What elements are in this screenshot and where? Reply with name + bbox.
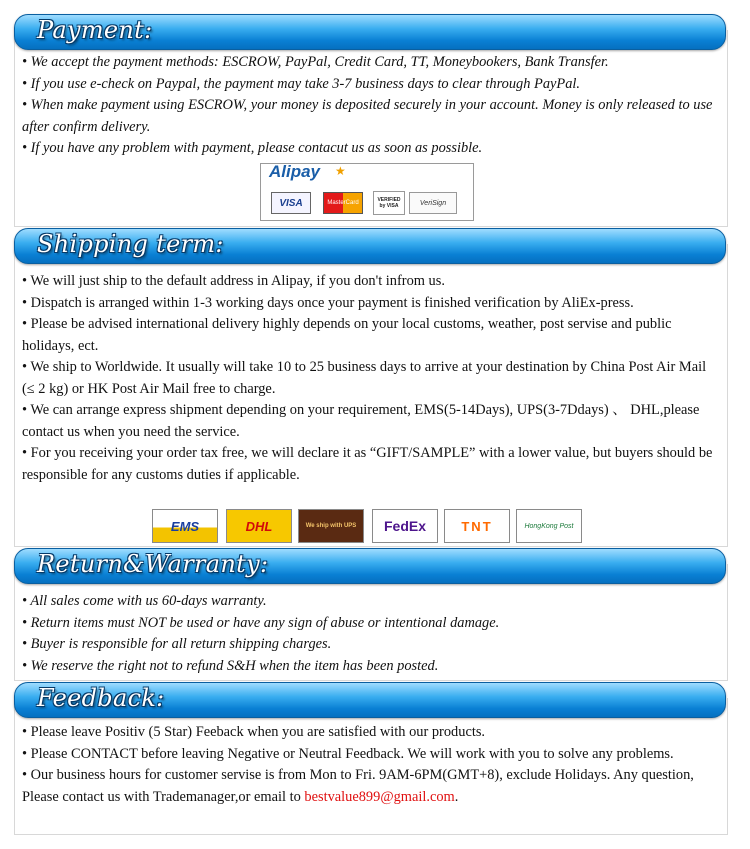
warranty-title: Return&Warranty: — [37, 550, 269, 578]
shipping-title: Shipping term: — [37, 230, 224, 258]
feedback-line-2: • Please CONTACT before leaving Negative or Neutral Feedback. We will work with you to solve any problems. — [22, 745, 674, 762]
shipping-line-5: • We can arrange express shipment depending on your requirement, EMS(5-14Days), UPS(3-7Ddays) 、 DHL,please contact us when you need the service. — [22, 402, 700, 440]
feedback-line-3 — [22, 765, 722, 808]
shipping-line-2: • Dispatch is arranged within 1-3 working days once your payment is finished verification by AliEx-press. — [22, 294, 634, 311]
card-visa-logo: VISA — [271, 192, 311, 214]
warranty-text — [22, 591, 722, 677]
shipping-text — [22, 271, 722, 486]
ups-logo: We ship with UPS — [298, 509, 364, 543]
alipay-star-icon: ★ — [335, 164, 346, 178]
feedback-line-1: • Please leave Positiv (5 Star) Feeback when you are satisfied with our products. — [22, 724, 486, 740]
ems-logo: EMS — [152, 509, 218, 543]
feedback-email-suffix: . — [454, 788, 459, 805]
warranty-line-2: • Return items must NOT be used or have any sign of abuse or intentional damage. — [22, 614, 500, 631]
payment-title: Payment: — [37, 16, 153, 44]
warranty-line-3: • Buyer is responsible for all return shipping charges. — [22, 636, 332, 652]
warranty-line-1: • All sales come with us 60-days warranty. — [22, 593, 267, 609]
contact-email-link[interactable]: bestvalue899@gmail.com — [304, 788, 455, 805]
tnt-logo: TNT — [444, 509, 510, 543]
shipping-line-4: • We ship to Worldwide. It usually will take 10 to 25 business days to arrive at your destination by China Post Air Mail (≤ 2 kg) or HK Post Air Mail free to charge. — [22, 359, 707, 397]
alipay-logo — [260, 163, 474, 221]
payment-line-3: • When make payment using ESCROW, your money is deposited securely in your account. Money is only released to use after confirm delivery. — [22, 97, 713, 135]
shipping-line-3: • Please be advised international delivery highly depends on your local customs, weather, post servise and public holidays, ect. — [22, 316, 672, 354]
card-mastercard-logo: MasterCard — [323, 192, 363, 214]
card-verified-visa-logo: VERIFIED by VISA — [373, 191, 405, 215]
feedback-text — [22, 722, 722, 808]
payment-line-2: • If you use e-check on Paypal, the payment may take 3-7 business days to clear through PayPal. — [22, 75, 580, 92]
alipay-label: Alipay — [269, 162, 321, 181]
hongkong-post-logo: HongKong Post — [516, 509, 582, 543]
fedex-logo: FedEx — [372, 509, 438, 543]
payment-header-bar — [14, 14, 726, 50]
feedback-header-bar — [14, 682, 726, 718]
shipping-line-1: • We will just ship to the default address in Alipay, if you don't infrom us. — [22, 273, 445, 289]
shipping-header-bar — [14, 228, 726, 264]
payment-line-4: • If you have any problem with payment, please contacut us as soon as possible. — [22, 140, 483, 156]
warranty-header-bar — [14, 548, 726, 584]
payment-text — [22, 52, 722, 160]
payment-line-1: • We accept the payment methods: ESCROW, PayPal, Credit Card, TT, Moneybookers, Bank Transfer. — [22, 54, 609, 70]
card-verisign-logo: VeriSign — [409, 192, 457, 214]
shipping-line-6: • For you receiving your order tax free, we will declare it as “GIFT/SAMPLE” with a lower value, but buyers should be responsible for any customs duties if applicable. — [22, 445, 713, 483]
dhl-logo: DHL — [226, 509, 292, 543]
feedback-title: Feedback: — [37, 684, 165, 712]
warranty-line-4: • We reserve the right not to refund S&H when the item has been posted. — [22, 657, 439, 674]
feedback-line-3-text: • Our business hours for customer servise is from Mon to Fri. 9AM-6PM(GMT+8), exclude Holidays. Any question, Please contact us with Trademanager,or email to — [22, 767, 694, 805]
